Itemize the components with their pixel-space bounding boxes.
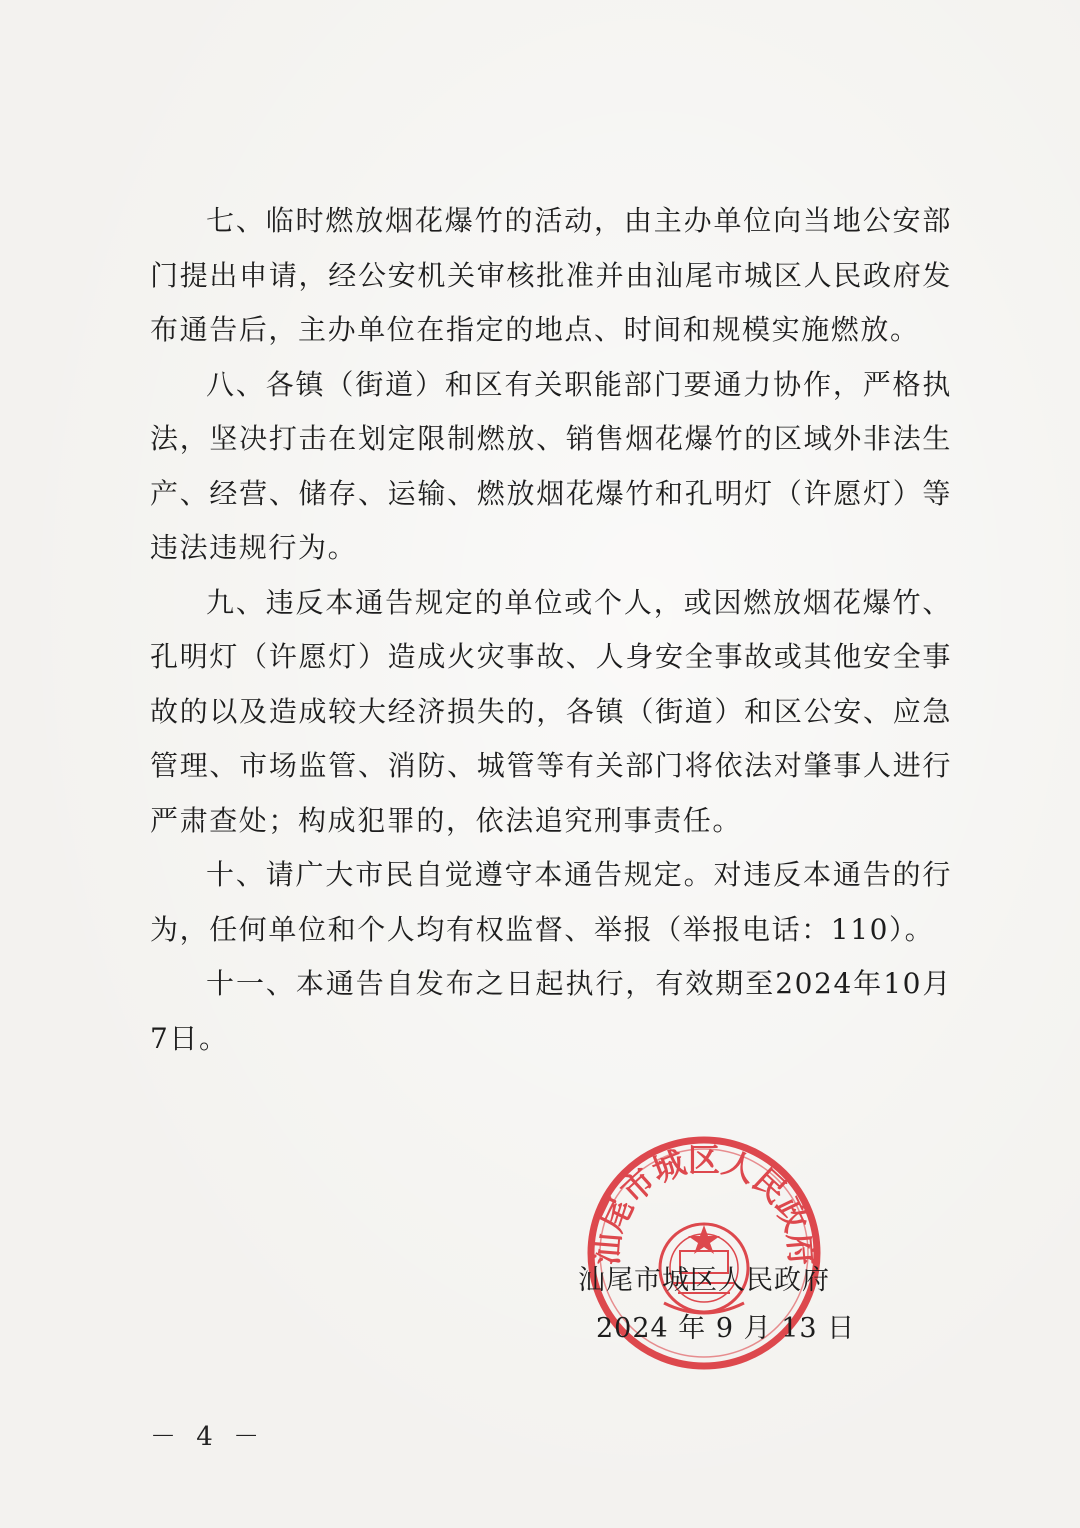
paragraph-7: 七、临时燃放烟花爆竹的活动，由主办单位向当地公安部门提出申请，经公安机关审核批准并由汕尾市城区人民政府发布通告后，主办单位在指定的地点、时间和规模实施燃放。 <box>150 204 952 346</box>
svg-text:汕尾市城区人民政府 <box>587 1141 821 1267</box>
page-number: － 4 － <box>150 1422 266 1452</box>
signature-date: 2024 年 9 月 13 日 <box>596 1313 856 1344</box>
paragraph-9: 九、违反本通告规定的单位或个人，或因燃放烟花爆竹、孔明灯（许愿灯）造成火灾事故、人身安全事故或其他安全事故的以及造成较大经济损失的，各镇（街道）和区公安、应急管理、市场监管、消防、城管等有关部门将依法对肇事人进行严肃查处；构成犯罪的，依法追究刑事责任。 <box>150 585 952 837</box>
national-emblem-icon <box>660 1224 748 1313</box>
seal-text: 汕尾市城区人民政府 <box>587 1141 821 1267</box>
paragraph-11: 十一、本通告自发布之日起执行，有效期至2024年10月7日。 <box>150 967 952 1055</box>
official-seal-icon <box>584 1133 824 1373</box>
document-body <box>150 194 952 1066</box>
signature-organization: 汕尾市城区人民政府 <box>578 1265 830 1296</box>
paragraph-10: 十、请广大市民自觉遵守本通告规定。对违反本通告的行为，任何单位和个人均有权监督、举报（举报电话：110）。 <box>150 858 952 946</box>
paragraph-8: 八、各镇（街道）和区有关职能部门要通力协作，严格执法，坚决打击在划定限制燃放、销售烟花爆竹的区域外非法生产、经营、储存、运输、燃放烟花爆竹和孔明灯（许愿灯）等违法违规行为。 <box>150 367 952 564</box>
